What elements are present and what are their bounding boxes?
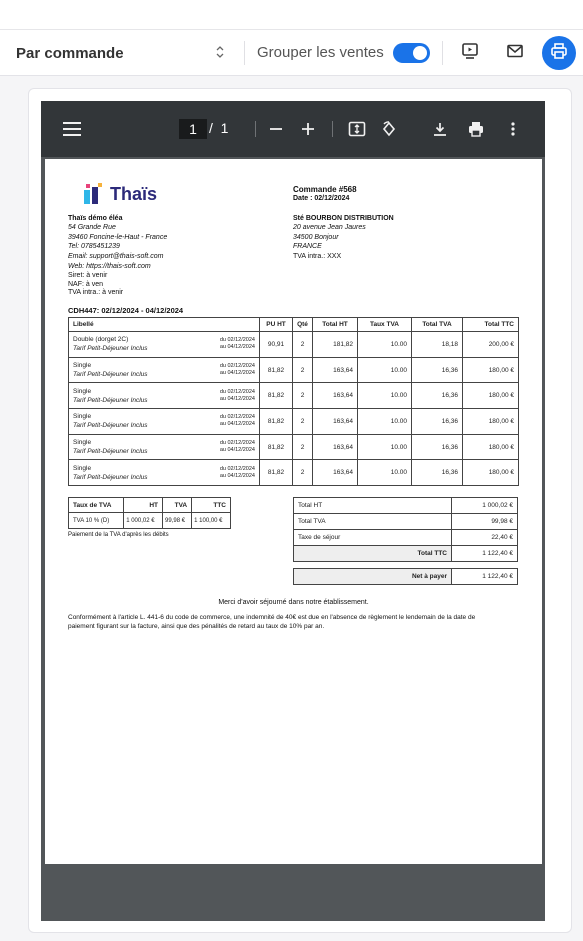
invoice-page (45, 159, 542, 864)
current-page-input[interactable]: 1 (179, 119, 207, 139)
line-rate-name: Tarif Petit-Déjeuner Inclus (73, 371, 148, 379)
line-total-vat: 16,36 (412, 357, 463, 383)
line-total-ht: 163,64 (313, 460, 358, 486)
line-qty: 2 (293, 460, 313, 486)
line-total-vat: 16,36 (412, 383, 463, 409)
vat-col-ttc: TTC (192, 498, 231, 513)
seller-naf: NAF: à ven (68, 281, 104, 288)
table-row (69, 332, 519, 358)
zoom-in-icon[interactable] (298, 119, 318, 139)
line-total-ttc: 180,00 € (463, 383, 519, 409)
mail-icon (506, 42, 524, 65)
page-count (209, 120, 228, 136)
line-unit-price: 81,82 (260, 357, 293, 383)
line-label: Single (73, 464, 92, 472)
seller-email: Email: support@thais-soft.com (68, 253, 164, 260)
total-ht-value: 1 000,02 € (452, 498, 518, 514)
group-by-value: Par commande (16, 44, 124, 62)
invoice-toolbar (0, 30, 583, 76)
thais-logo-icon (83, 183, 103, 205)
total-vat-label: Total TVA (294, 514, 452, 530)
toolbar-divider (442, 41, 443, 65)
table-header-row (69, 318, 519, 332)
net-to-pay-value: 1 122,40 € (452, 569, 518, 585)
vat-col-tva: TVA (163, 498, 192, 513)
line-date-from: du 02/12/2024 (219, 465, 255, 472)
print-icon (550, 42, 568, 65)
order-date: Date : 02/12/2024 (293, 195, 350, 202)
line-unit-price: 81,82 (260, 383, 293, 409)
total-vat-value: 99,98 € (452, 514, 518, 530)
line-label-cell (69, 434, 210, 460)
legal-notice-line1: Conformément à l'article L. 441-6 du code de commerce, une indemnité de 40€ est due en l'absence de règlement le lendemain de la date de (68, 614, 476, 621)
seller-phone: Tel: 0785451239 (68, 243, 120, 250)
line-rate-name: Tarif Petit-Déjeuner Inclus (73, 448, 148, 456)
total-ttc-label: Total TTC (294, 546, 452, 562)
pdf-viewer (41, 101, 545, 921)
line-dates-cell (210, 383, 260, 409)
line-label-cell (69, 460, 210, 486)
group-sales-label: Grouper les ventes (257, 44, 384, 61)
line-label-cell (69, 383, 210, 409)
vat-row-tva: 99,98 € (163, 513, 192, 529)
line-unit-price: 81,82 (260, 460, 293, 486)
line-dates-cell (210, 332, 260, 358)
line-date-to: au 04/12/2024 (219, 370, 255, 377)
buyer-address: 20 avenue Jean Jaures (293, 224, 366, 231)
line-date-from: du 02/12/2024 (219, 440, 255, 447)
line-rate-name: Tarif Petit-Déjeuner Inclus (73, 396, 148, 404)
invoice-lines-body (69, 332, 519, 486)
invoice-lines-table (68, 317, 519, 486)
rotate-icon[interactable] (379, 119, 399, 139)
line-total-ht: 181,82 (313, 332, 358, 358)
preview-icon (461, 42, 479, 65)
line-total-ht: 163,64 (313, 434, 358, 460)
seller-web: Web: https://thais-soft.com (68, 263, 151, 270)
line-dates-cell (210, 357, 260, 383)
vat-summary-table (68, 497, 231, 529)
line-vat-rate: 10.00 (358, 357, 412, 383)
line-label-cell (69, 409, 210, 435)
seller-siret: Siret: à venir (68, 272, 108, 279)
print-button[interactable] (542, 36, 576, 70)
line-vat-rate: 10.00 (358, 332, 412, 358)
line-total-ttc: 180,00 € (463, 409, 519, 435)
line-vat-rate: 10.00 (358, 409, 412, 435)
line-unit-price: 81,82 (260, 409, 293, 435)
line-label-cell (69, 357, 210, 383)
buyer-vat: TVA intra.: XXX (293, 253, 342, 260)
thank-you-message: Merci d'avoir séjourné dans notre établissement. (218, 599, 369, 606)
line-qty: 2 (293, 434, 313, 460)
toggle-knob (413, 46, 427, 60)
more-icon[interactable] (503, 119, 523, 139)
line-qty: 2 (293, 332, 313, 358)
line-date-from: du 02/12/2024 (219, 363, 255, 370)
line-total-ht: 163,64 (313, 357, 358, 383)
top-strip (0, 0, 583, 30)
col-unit-price: PU HT (260, 318, 293, 332)
download-icon[interactable] (430, 119, 450, 139)
net-to-pay-label: Net à payer (294, 569, 452, 585)
total-ttc-value: 1 122,40 € (452, 546, 518, 562)
pdf-viewer-toolbar (41, 101, 545, 157)
line-total-ttc: 200,00 € (463, 332, 519, 358)
vat-col-rate: Taux de TVA (69, 498, 124, 513)
seller-city: 39460 Foncine-le-Haut - France (68, 234, 168, 241)
total-ht-label: Total HT (294, 498, 452, 514)
email-button[interactable] (501, 39, 529, 67)
line-dates-cell (210, 434, 260, 460)
logo-text: Thaïs (110, 184, 158, 204)
col-total-ttc: Total TTC (463, 318, 519, 332)
toolbar-divider (244, 41, 245, 65)
line-total-ttc: 180,00 € (463, 357, 519, 383)
table-row (69, 460, 519, 486)
line-dates-cell (210, 460, 260, 486)
table-row (69, 409, 519, 435)
vat-payment-note: Paiement de la TVA d'après les débits (68, 532, 169, 538)
total-pages: 1 (220, 120, 229, 136)
viewer-divider (332, 121, 333, 137)
group-sales-toggle[interactable] (393, 43, 430, 63)
line-total-ttc: 180,00 € (463, 434, 519, 460)
line-label: Single (73, 387, 92, 395)
page-separator: / (209, 120, 213, 136)
line-label: Single (73, 362, 92, 370)
line-label-cell (69, 332, 210, 358)
line-date-to: au 04/12/2024 (219, 472, 255, 479)
line-rate-name: Tarif Petit-Déjeuner Inclus (73, 345, 148, 353)
totals-table (293, 497, 518, 562)
line-dates-cell (210, 409, 260, 435)
line-label: Single (73, 413, 92, 421)
line-vat-rate: 10.00 (358, 460, 412, 486)
line-total-vat: 16,36 (412, 409, 463, 435)
preview-button[interactable] (456, 39, 484, 67)
viewer-divider (255, 121, 256, 137)
line-total-ttc: 180,00 € (463, 460, 519, 486)
line-total-vat: 18,18 (412, 332, 463, 358)
line-date-from: du 02/12/2024 (219, 388, 255, 395)
line-label: Single (73, 439, 92, 447)
line-rate-name: Tarif Petit-Déjeuner Inclus (73, 473, 148, 481)
menu-icon[interactable] (63, 122, 81, 136)
col-label: Libellé (69, 318, 260, 332)
line-qty: 2 (293, 409, 313, 435)
legal-notice-line2: paiement figurant sur la facture, ainsi que des pénalités de retard au taux de 10% par an. (68, 623, 325, 630)
line-total-vat: 16,36 (412, 460, 463, 486)
print-icon[interactable] (466, 119, 486, 139)
order-title: Commande #568 (293, 185, 357, 194)
table-row (69, 357, 519, 383)
buyer-country: FRANCE (293, 243, 322, 250)
line-vat-rate: 10.00 (358, 383, 412, 409)
col-total-vat: Total TVA (412, 318, 463, 332)
vat-row-ht: 1 000,02 € (124, 513, 163, 529)
seller-vat: TVA intra.: à venir (68, 289, 124, 296)
vat-row-rate: TVA 10 % (D) (69, 513, 124, 529)
buyer-city: 34500 Bonjour (293, 234, 339, 241)
line-date-to: au 04/12/2024 (219, 421, 255, 428)
line-rate-name: Tarif Petit-Déjeuner Inclus (73, 422, 148, 430)
line-total-ht: 163,64 (313, 383, 358, 409)
group-by-select[interactable] (16, 42, 226, 64)
line-date-to: au 04/12/2024 (219, 447, 255, 454)
seller-name: Thaïs démo éléa (68, 215, 123, 222)
table-row (69, 434, 519, 460)
line-date-to: au 04/12/2024 (219, 344, 255, 351)
zoom-out-icon[interactable] (266, 119, 286, 139)
line-date-to: au 04/12/2024 (219, 395, 255, 402)
line-qty: 2 (293, 383, 313, 409)
line-date-from: du 02/12/2024 (219, 414, 255, 421)
line-label: Double (dorget 2C) (73, 336, 129, 344)
line-qty: 2 (293, 357, 313, 383)
vat-row-ttc: 1 100,00 € (192, 513, 231, 529)
tourist-tax-label: Taxe de séjour (294, 530, 452, 546)
line-total-vat: 16,36 (412, 434, 463, 460)
line-total-ht: 163,64 (313, 409, 358, 435)
col-total-ht: Total HT (313, 318, 358, 332)
line-date-from: du 02/12/2024 (219, 337, 255, 344)
booking-reference: CDH447: 02/12/2024 - 04/12/2024 (68, 306, 184, 315)
vat-col-ht: HT (124, 498, 163, 513)
seller-address: 54 Grande Rue (68, 224, 116, 231)
buyer-name: Sté BOURBON DISTRIBUTION (293, 215, 394, 222)
table-row (69, 383, 519, 409)
tourist-tax-value: 22,40 € (452, 530, 518, 546)
chevron-updown-icon (214, 45, 226, 61)
line-unit-price: 81,82 (260, 434, 293, 460)
line-vat-rate: 10.00 (358, 434, 412, 460)
line-unit-price: 90,91 (260, 332, 293, 358)
col-vat-rate: Taux TVA (358, 318, 412, 332)
net-to-pay-table (293, 568, 518, 585)
fit-page-icon[interactable] (347, 119, 367, 139)
col-qty: Qté (293, 318, 313, 332)
